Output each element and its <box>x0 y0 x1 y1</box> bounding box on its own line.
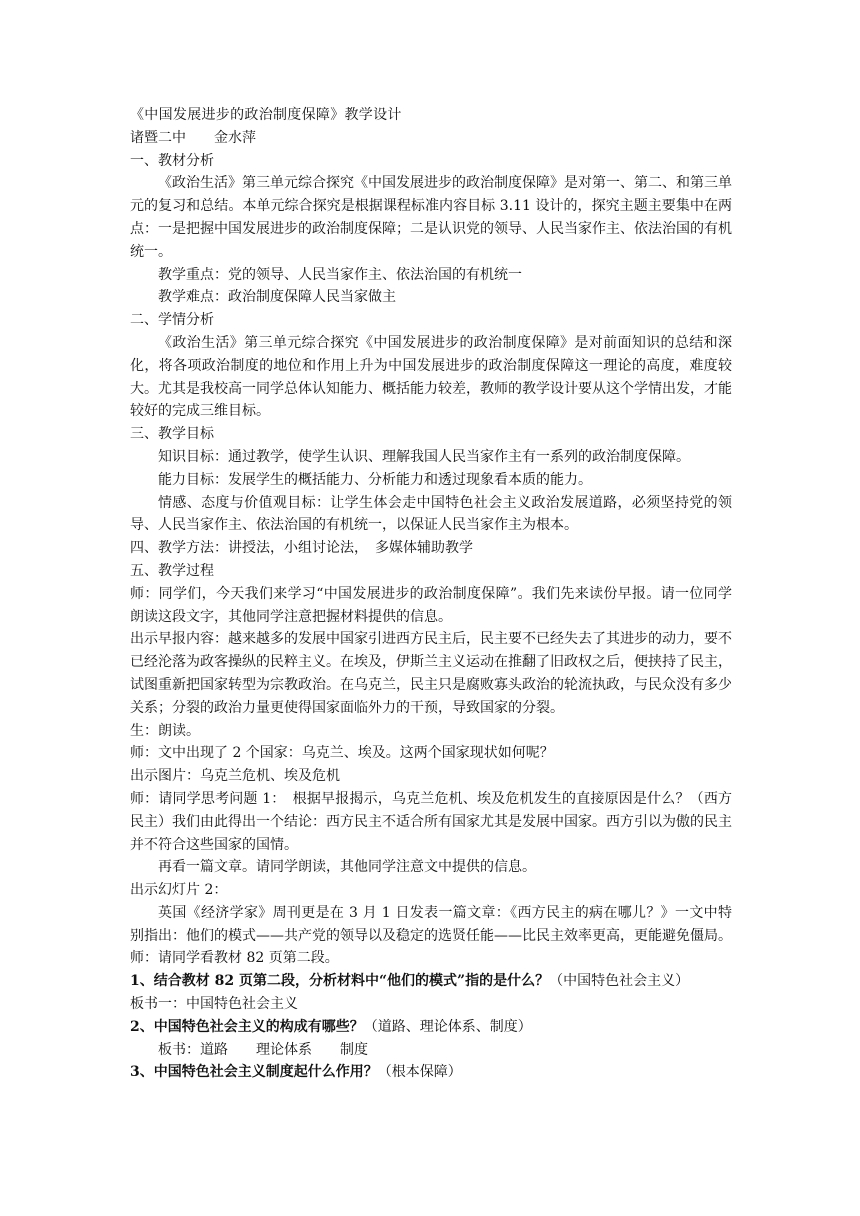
teaching-difficulty: 教学难点：政治制度保障人民当家做主 <box>158 289 396 306</box>
section-heading-2: 二、学情分析 <box>130 312 214 329</box>
question-answer: （中国特色社会主义） <box>549 973 690 990</box>
question-text: 1、结合教材 82 页第二段，分析材料中“他们的模式”指的是什么？ <box>130 973 550 990</box>
process-line: 再看一篇文章。请同学朗读，其他同学注意文中提供的信息。 <box>158 859 536 876</box>
process-line: 出示幻灯片 2： <box>130 882 228 899</box>
section-heading-1: 一、教材分析 <box>130 152 214 169</box>
section-heading-5: 五、教学过程 <box>130 562 214 579</box>
knowledge-goal: 知识目标：通过教学，使学生认识、理解我国人民当家作主有一系列的政治制度保障。 <box>158 448 690 465</box>
paragraph: 《政治生活》第三单元综合探究《中国发展进步的政治制度保障》是对前面知识的总结和深化，将各项政治制度的地位和作用上升为中国发展进步的政治制度保障这一理论的高度，难度较大。尤其是我校高一同学总体认知能力、概括能力较差，教师的教学设计要从这个学情出发，才能较好的完成三维目标。 <box>130 334 732 420</box>
process-line: 师：请同学看教材 82 页第二段。 <box>130 950 339 967</box>
question-3 <box>130 1061 732 1084</box>
process-line: 英国《经济学家》周刊更是在 3 月 1 日发表一篇文章：《西方民主的病在哪儿？》一文中特别指出：他们的模式——共产党的领导以及稳定的选贤任能——比民主效率更高，更能避免僵局。 <box>130 904 732 944</box>
document-page <box>130 104 732 1084</box>
teaching-focus: 教学重点：党的领导、人民当家作主、依法治国的有机统一 <box>158 266 522 283</box>
section-heading-3: 三、教学目标 <box>130 426 214 443</box>
document-author: 诸暨二中 金水萍 <box>130 129 256 146</box>
paragraph: 《政治生活》第三单元综合探究《中国发展进步的政治制度保障》是对第一、第二、和第三单元的复习和总结。本单元综合探究是根据课程标准内容目标 3.11 设计的，探究主题主要集中在两点：一是把握中国发展进步的政治制度保障；二是认识党的领导、人民当家作主、依法治国的有机统一。 <box>130 175 732 260</box>
board-note: 板书一：中国特色社会主义 <box>130 996 298 1013</box>
section-heading-4: 四、教学方法：讲授法，小组讨论法， 多媒体辅助教学 <box>130 540 473 557</box>
process-line: 师：同学们，今天我们来学习“中国发展进步的政治制度保障”。我们先来读份早报。请一位同学朗读这段文字，其他同学注意把握材料提供的信息。 <box>130 585 732 625</box>
question-answer: （根本保障） <box>377 1064 462 1081</box>
question-1 <box>130 970 732 993</box>
process-line: 师：请同学思考问题 1： 根据早报揭示，乌克兰危机、埃及危机发生的直接原因是什么？（西方民主）我们由此得出一个结论：西方民主不适合所有国家尤其是发展中国家。西方引以为傲的民主并不符合这些国家的国情。 <box>130 790 732 853</box>
process-line: 师：文中出现了 2 个国家：乌克兰、埃及。这两个国家现状如何呢？ <box>130 745 554 762</box>
question-text: 2、中国特色社会主义的构成有哪些？ <box>130 1018 364 1035</box>
question-answer: （道路、理论体系、制度） <box>363 1018 532 1035</box>
ability-goal: 能力目标：发展学生的概括能力、分析能力和透过现象看本质的能力。 <box>158 471 592 488</box>
process-line: 生：朗读。 <box>130 722 200 739</box>
board-note: 板书：道路 理论体系 制度 <box>158 1041 368 1058</box>
question-2 <box>130 1016 732 1039</box>
process-line: 出示图片：乌克兰危机、埃及危机 <box>130 768 340 785</box>
emotion-goal: 情感、态度与价值观目标：让学生体会走中国特色社会主义政治发展道路，必须坚持党的领导、人民当家作主、依法治国的有机统一，以保证人民当家作主为根本。 <box>130 494 732 534</box>
document-title: 《中国发展进步的政治制度保障》教学设计 <box>130 107 402 123</box>
question-text: 3、中国特色社会主义制度起什么作用？ <box>130 1064 378 1081</box>
process-line: 出示早报内容：越来越多的发展中国家引进西方民主后，民主要不已经失去了其进步的动力，要不已经沦落为政客操纵的民粹主义。在埃及，伊斯兰主义运动在推翻了旧政权之后，便挟持了民主，试图重新把国家转型为宗教政治。在乌克兰，民主只是腐败寡头政治的轮流执政，与民众没有多少关系；分裂的政治力量更使得国家面临外力的干预，导致国家的分裂。 <box>130 631 732 716</box>
